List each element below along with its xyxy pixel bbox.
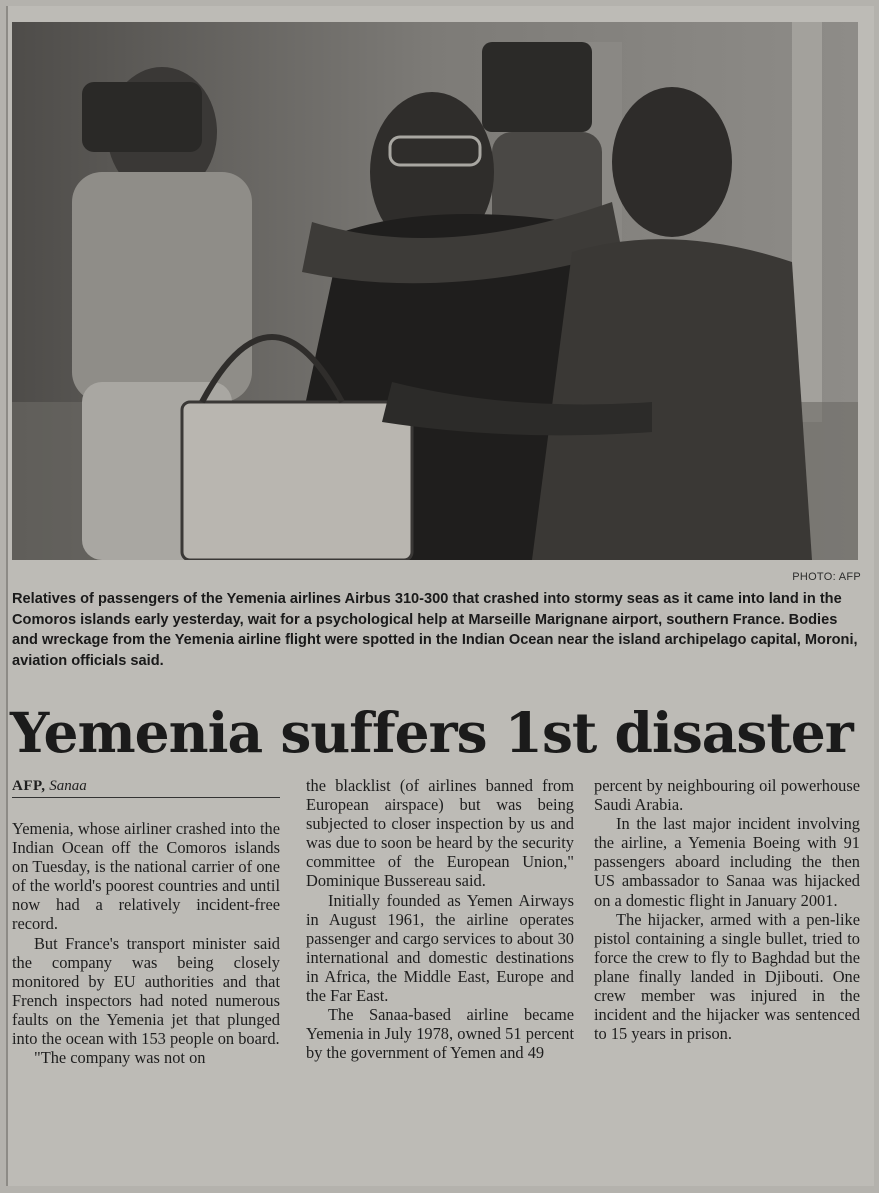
paragraph: "The company was not on — [34, 1048, 206, 1068]
paragraph: Initially founded as Yemen Airways in August 1961, the airline operates passenger and cargo services to about 30 international and domestic destinations in Africa, the Middle East, Europe and the Far East. — [306, 890, 574, 1006]
byline-place: Sanaa — [49, 778, 87, 794]
paragraph: In the last major incident involving the airline, a Yemenia Boeing with 91 passengers aboard including the then US ambassador to Sanaa was hijacked on a domestic flight in January 2001. — [594, 814, 860, 910]
byline — [12, 778, 280, 798]
paragraph: The hijacker, armed with a pen-like pistol containing a single bullet, tried to force the crew to fly to Baghdad but the plane finally landed in Djibouti. One crew member was injured in the incident and the hijacker was sentenced to 15 years in prison. — [594, 909, 860, 1044]
paragraph: The Sanaa-based airline became Yemenia in July 1978, owned 51 percent by the government of Yemen and 49 — [306, 1005, 574, 1063]
photo-caption: Relatives of passengers of the Yemenia airlines Airbus 310-300 that crashed into stormy seas as it came into land in the Comoros islands early yesterday, wait for a psychological help at Marseille Marignane airport, southern France. Bodies and wreckage from the Yemenia airline flight were spotted in the Indian Ocean near the island archipelago capital, Moroni, aviation officials said. — [12, 591, 858, 669]
paragraph: But France's transport minister said the company was being closely monitored by EU authorities and that French inspectors had noted numerous faults on the Yemenia jet that plunged into the ocean with 153 people on board. — [12, 933, 280, 1049]
news-photo — [12, 22, 858, 560]
paragraph: percent by neighbouring oil powerhouse Saudi Arabia. — [594, 776, 860, 815]
article-column-1 — [12, 819, 280, 1067]
article-column-3 — [594, 776, 860, 1043]
headline: Yemenia suffers 1st disaster — [10, 700, 853, 765]
paragraph: the blacklist (of airlines banned from European airspace) but was being subjected to closer inspection by us and was due to soon be heard by the security committee of the European Union," Dominique Bussereau said. — [306, 776, 574, 891]
photo-credit: PHOTO: AFP — [792, 571, 861, 583]
photo-illustration — [12, 22, 858, 560]
article-column-2 — [306, 776, 574, 1062]
paragraph: Yemenia, whose airliner crashed into the Indian Ocean off the Comoros islands on Tuesday, is the national carrier of one of the world's poorest countries and until now had a relatively incident-free record. — [12, 819, 280, 934]
byline-agency: AFP, — [12, 778, 46, 794]
